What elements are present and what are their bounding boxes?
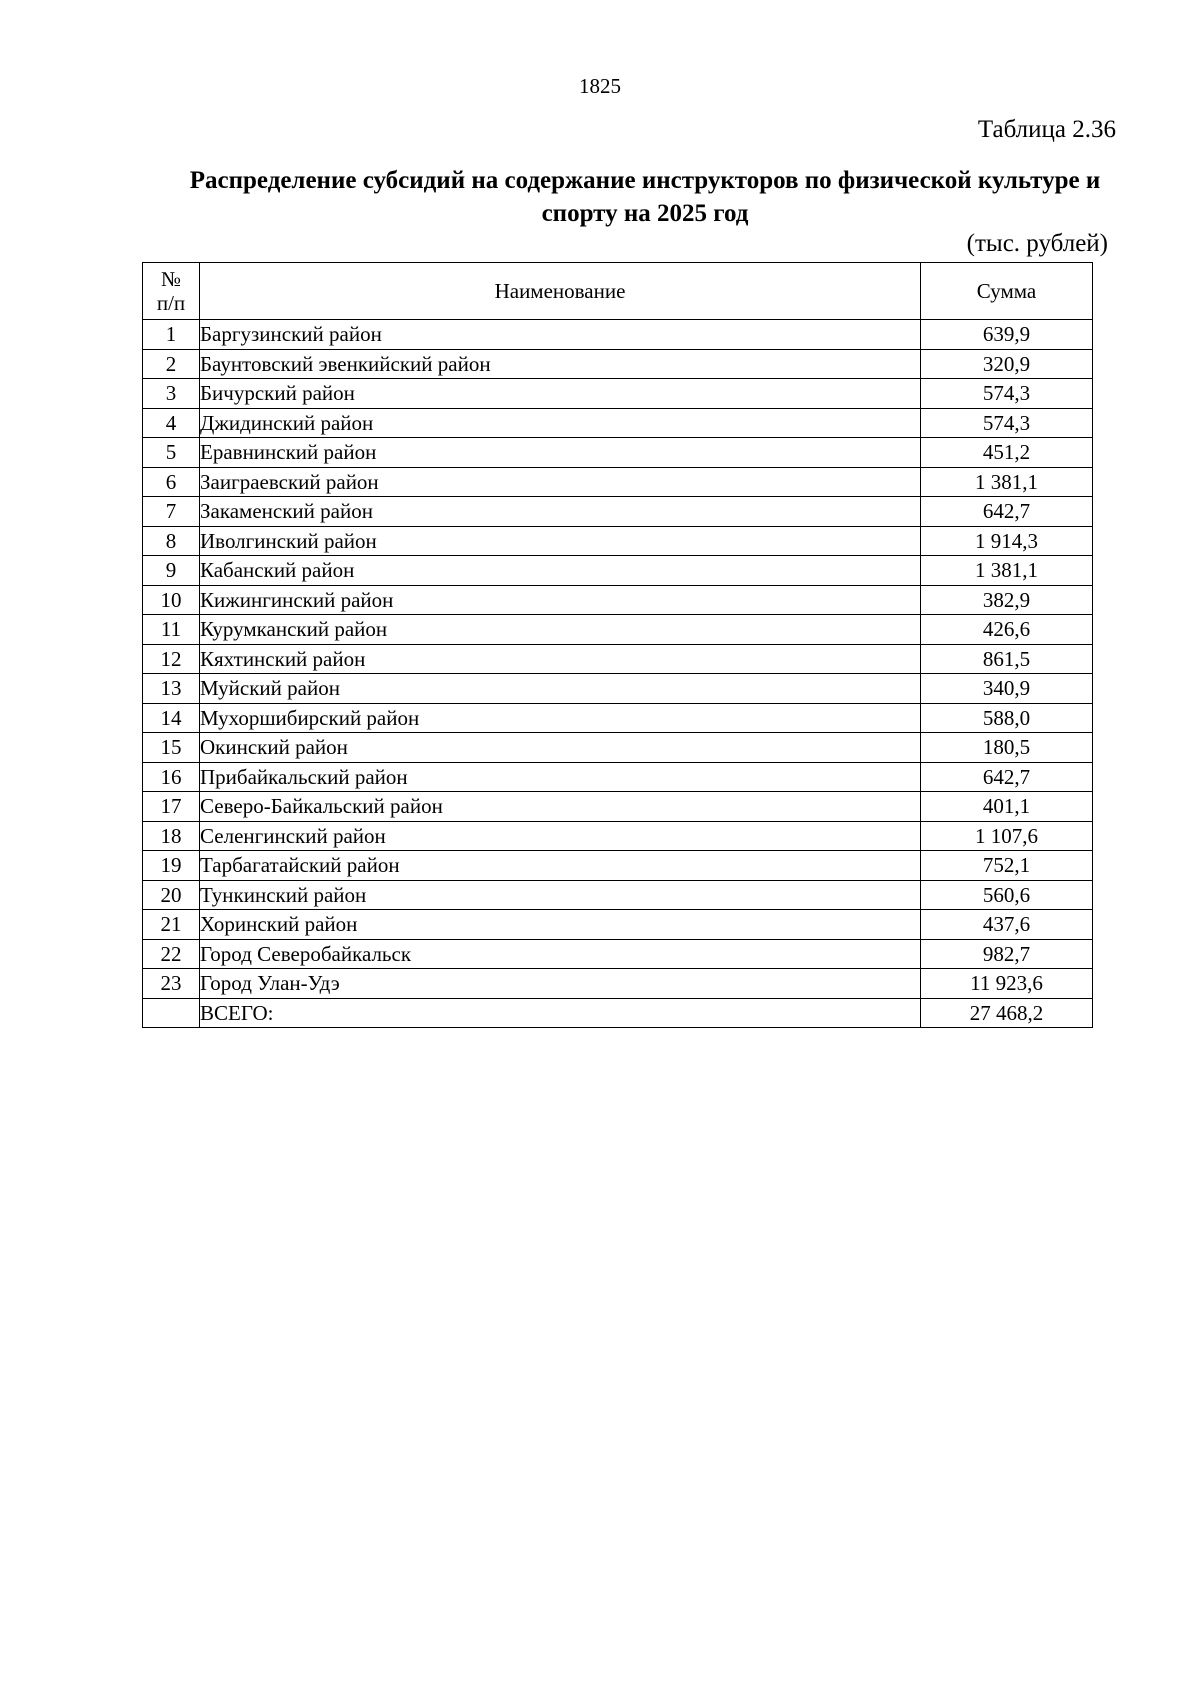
table-row [143,939,1093,969]
table-label: Таблица 2.36 [977,116,1116,143]
row-number: 22 [143,939,200,969]
table-row [143,438,1093,468]
row-name: Заиграевский район [200,467,921,497]
units-label: (тыс. рублей) [966,230,1108,257]
table-row [143,585,1093,615]
row-number: 17 [143,792,200,822]
row-number: 23 [143,969,200,999]
row-sum: 426,6 [921,615,1093,645]
row-name: Курумканский район [200,615,921,645]
row-sum: 560,6 [921,880,1093,910]
table-row [143,497,1093,527]
row-number: 1 [143,320,200,350]
row-name: Бичурский район [200,379,921,409]
table-row [143,556,1093,586]
header-number-symbol: № [160,267,182,291]
total-row [143,998,1093,1028]
row-name: Закаменский район [200,497,921,527]
row-name: Тарбагатайский район [200,851,921,881]
row-sum: 1 914,3 [921,526,1093,556]
row-name: Кяхтинский район [200,644,921,674]
row-number: 5 [143,438,200,468]
row-sum: 11 923,6 [921,969,1093,999]
row-sum: 401,1 [921,792,1093,822]
row-number: 6 [143,467,200,497]
row-number: 15 [143,733,200,763]
table-row [143,615,1093,645]
row-name: Кабанский район [200,556,921,586]
table-body [143,320,1093,1028]
row-name: Город Северобайкальск [200,939,921,969]
row-sum: 1 381,1 [921,467,1093,497]
table-row [143,674,1093,704]
table-row [143,821,1093,851]
row-name: Еравнинский район [200,438,921,468]
row-number: 10 [143,585,200,615]
row-sum: 180,5 [921,733,1093,763]
row-sum: 752,1 [921,851,1093,881]
header-name: Наименование [200,263,921,320]
row-number: 16 [143,762,200,792]
row-name: Селенгинский район [200,821,921,851]
row-number: 19 [143,851,200,881]
row-name: Тункинский район [200,880,921,910]
header-number-abbr: п/п [156,291,186,315]
row-sum: 642,7 [921,497,1093,527]
table-row [143,792,1093,822]
row-sum: 27 468,2 [921,998,1093,1028]
row-sum: 1 381,1 [921,556,1093,586]
row-number [143,998,200,1028]
table-row [143,467,1093,497]
table-row [143,733,1093,763]
row-name: Муйский район [200,674,921,704]
table-row [143,320,1093,350]
row-name: Прибайкальский район [200,762,921,792]
row-number: 21 [143,910,200,940]
header-sum: Сумма [921,263,1093,320]
row-number: 9 [143,556,200,586]
row-number: 20 [143,880,200,910]
row-sum: 340,9 [921,674,1093,704]
row-sum: 642,7 [921,762,1093,792]
table-row [143,910,1093,940]
row-number: 4 [143,408,200,438]
table-row [143,379,1093,409]
row-name: Баргузинский район [200,320,921,350]
row-sum: 451,2 [921,438,1093,468]
row-sum: 1 107,6 [921,821,1093,851]
row-name: Мухоршибирский район [200,703,921,733]
header-number [143,263,200,320]
table-row [143,703,1093,733]
row-name: Хоринский район [200,910,921,940]
row-number: 13 [143,674,200,704]
table-row [143,644,1093,674]
table-header-row [143,263,1093,320]
row-name: Кижингинский район [200,585,921,615]
row-name: Северо-Байкальский район [200,792,921,822]
table-row [143,526,1093,556]
row-number: 18 [143,821,200,851]
row-sum: 437,6 [921,910,1093,940]
row-number: 14 [143,703,200,733]
row-sum: 639,9 [921,320,1093,350]
table-row [143,762,1093,792]
row-sum: 588,0 [921,703,1093,733]
document-title: Распределение субсидий на содержание инструкторов по физической культуре и спорту на 2025 год [189,167,1101,227]
row-number: 3 [143,379,200,409]
row-sum: 982,7 [921,939,1093,969]
page-number: 1825 [579,74,621,98]
row-name: Окинский район [200,733,921,763]
row-name: ВСЕГО: [200,998,921,1028]
subsidy-table [142,262,1093,1028]
row-sum: 574,3 [921,379,1093,409]
row-name: Баунтовский эвенкийский район [200,349,921,379]
row-number: 12 [143,644,200,674]
row-sum: 320,9 [921,349,1093,379]
row-number: 11 [143,615,200,645]
table-row [143,880,1093,910]
row-name: Джидинский район [200,408,921,438]
row-name: Город Улан-Удэ [200,969,921,999]
table-row [143,969,1093,999]
row-sum: 382,9 [921,585,1093,615]
table-row [143,851,1093,881]
row-number: 2 [143,349,200,379]
row-number: 8 [143,526,200,556]
row-sum: 861,5 [921,644,1093,674]
row-sum: 574,3 [921,408,1093,438]
row-name: Иволгинский район [200,526,921,556]
table-row [143,349,1093,379]
row-number: 7 [143,497,200,527]
table-row [143,408,1093,438]
